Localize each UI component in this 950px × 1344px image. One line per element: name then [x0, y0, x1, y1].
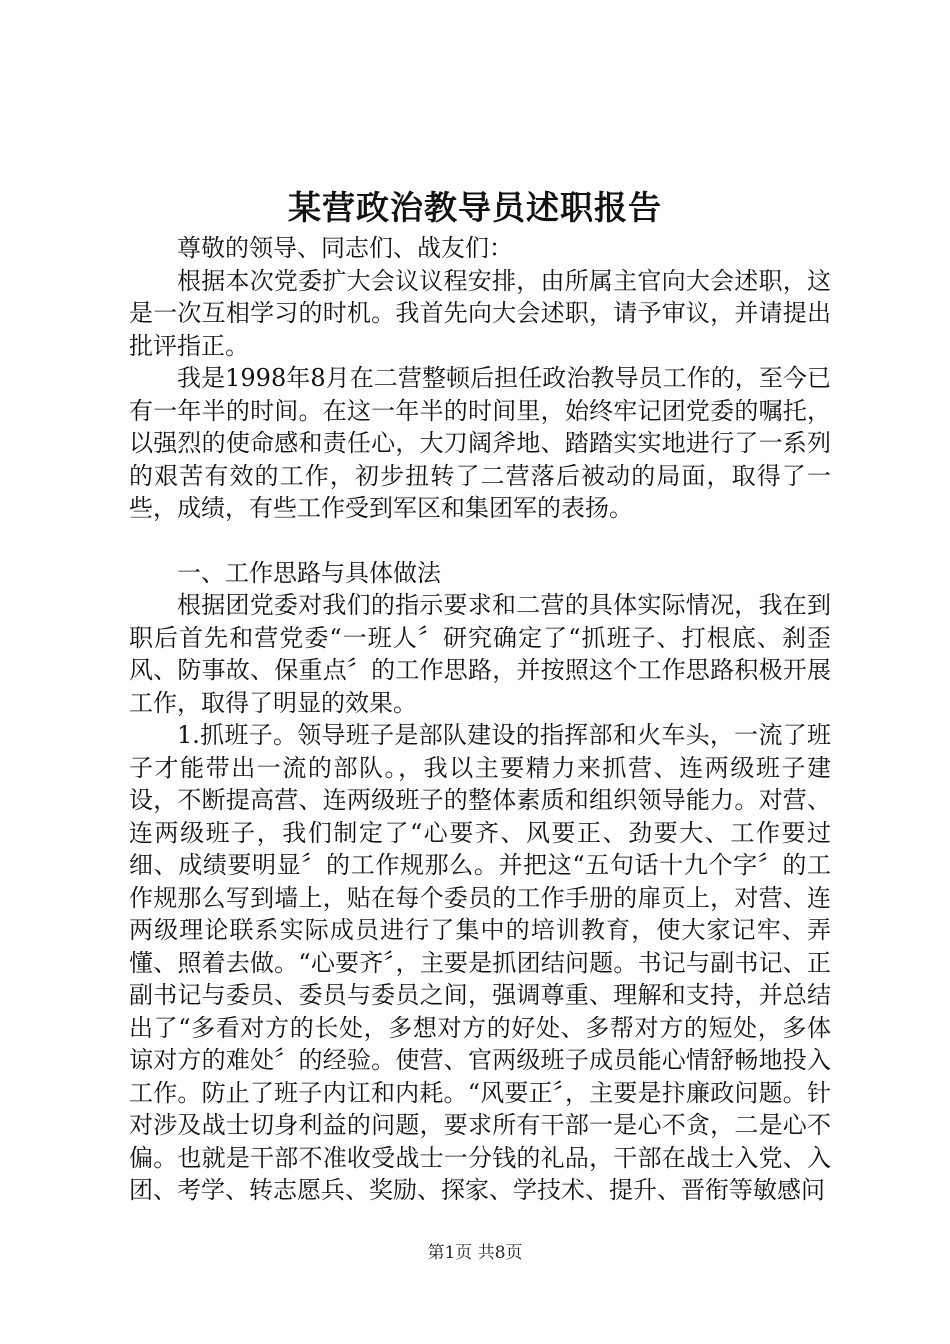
- section-heading: 一、工作思路与具体做法: [177, 558, 441, 587]
- paragraph-work-approach: 根据团党委对我们的指示要求和二营的具体实际情况，我在到职后首先和营党委“一班人〞研究确定了“抓班子、打根底、刹歪风、防事故、保重点〞的工作思路，并按照这个工作思路积极开展工作，取得了明显的效果。: [129, 591, 831, 717]
- document-title: 某营政治教导员述职报告: [288, 188, 662, 227]
- paragraph-leadership: 1.抓班子。领导班子是部队建设的指挥部和火车头，一流了班子才能带出一流的部队。，我以主要精力来抓营、连两级班子建设，不断提高营、连两级班子的整体素质和组织领导能力。对营、连两级班子，我们制定了“心要齐、风要正、劲要大、工作要过细、成绩要明显〞的工作规那么。并把这“五句话十九个字〞的工作规那么写到墙上，贴在每个委员的工作手册的扉页上，对营、连两级理论联系实际成员进行了集中的培训教育，使大家记牢、弄懂、照着去做。“心要齐〞，主要是抓团结问题。书记与副书记、正副书记与委员、委员与委员之间，强调尊重、理解和支持，并总结出了“多看对方的长处，多想对方的好处、多帮对方的短处，多体谅对方的难处〞的经验。使营、官两级班子成员能心情舒畅地投入工作。防止了班子内讧和内耗。“风要正〞，主要是抃廉政问题。针对涉及战士切身利益的问题，要求所有干部一是心不贪，二是心不偏。也就是干部不准收受战士一分钱的礼品，干部在战士入党、入团、考学、转志愿兵、奖励、探家、学技术、提升、晋衔等敏感问: [129, 721, 831, 1204]
- paragraph-background: 我是1998年8月在二营整顿后担任政治教导员工作的，至今已有一年半的时间。在这一年半的时间里，始终牢记团党委的嘱托，以强烈的使命感和责任心，大刀阔斧地、踏踏实实地进行了一系列的艰苦有效的工作，初步扭转了二营落后被动的局面，取得了一些，成绩，有些工作受到军区和集团军的表扬。: [129, 364, 831, 522]
- document-body: [129, 232, 831, 1207]
- paragraph-intro: 根据本次党委扩大会议议程安排，由所属主官向大会述职，这是一次互相学习的时机。我首先向大会述职，请予审议，并请提出批评指正。: [129, 266, 831, 360]
- salutation: 尊敬的领导、同志们、战友们：: [177, 234, 513, 262]
- page-number: 第1页 共8页: [427, 1243, 523, 1263]
